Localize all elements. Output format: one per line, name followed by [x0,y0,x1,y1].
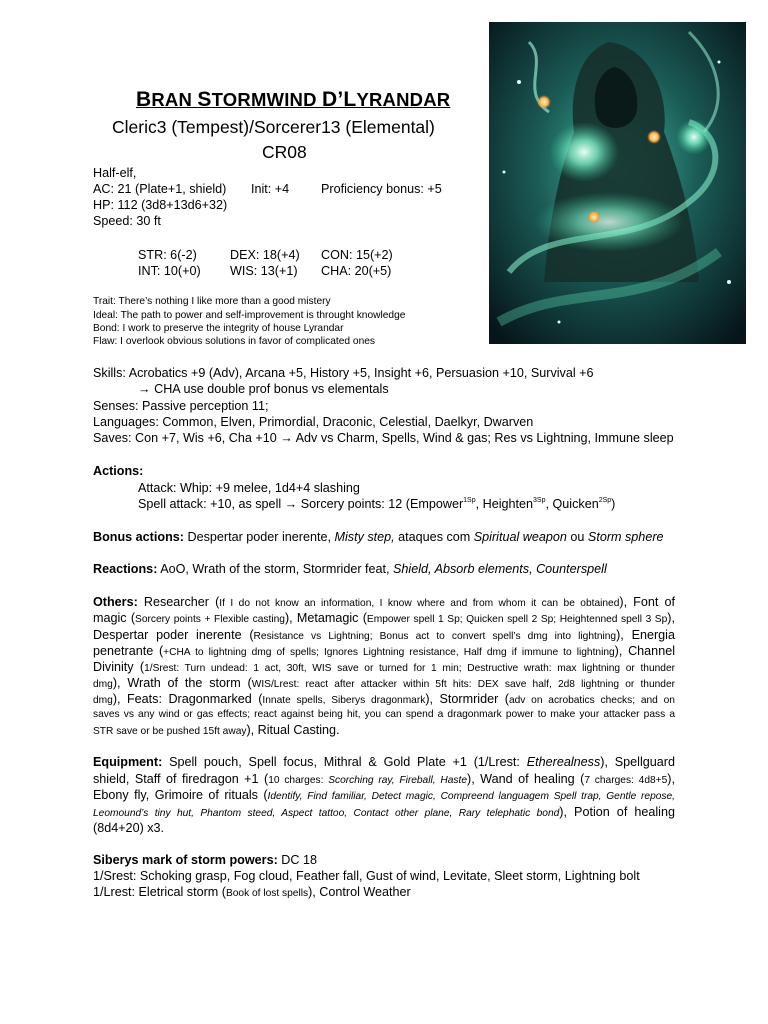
siberys-lrest: 1/Lrest: Eletrical storm (Book of lost spells), Control Weather [93,885,411,899]
siberys-srest: 1/Srest: Schoking grasp, Fog cloud, Feather fall, Gust of wind, Levitate, Sleet storm, Lightning bolt [93,869,640,883]
reactions: Reactions: AoO, Wrath of the storm, Stormrider feat, Shield, Absorb elements, Counterspell [93,562,607,576]
character-illustration [489,22,746,344]
stat-cha: CHA: 20(+5) [321,264,392,278]
stat-str: STR: 6(-2) [138,248,197,262]
equipment-line-3: Ebony fly, Grimoire of rituals (Identify, Find familiar, Detect magic, Compreend languagem Spell trap, Gentle repose, [93,788,675,802]
equipment-line-1: Equipment: Spell pouch, Spell focus, Mithral & Gold Plate +1 (1/Lrest: Etherealness), Spellguard [93,755,675,769]
attack-line: Attack: Whip: +9 melee, 1d4+4 slashing [138,481,360,495]
equipment-line-2: shield, Staff of firedragon +1 (10 charges: Scorching ray, Fireball, Haste), Wand of healing (7 charges: 4d8+5), [93,772,675,786]
others-line-2: magic (Sorcery points + Flexible casting), Metamagic (Empower spell 1 Sp; Quicken spell 2 Sp; Heightenned spell 3 Sp), [93,611,675,625]
equipment-line-5: (8d4+20) x3. [93,821,165,835]
senses: Senses: Passive perception 11; [93,399,269,413]
actions-heading: Actions: [93,464,144,478]
stat-int: INT: 10(+0) [138,264,201,278]
speed: Speed: 30 ft [93,214,161,228]
race: Half-elf, [93,166,137,180]
stat-wis: WIS: 13(+1) [230,264,298,278]
others-line-8: saves vs any wind or gas effects; react against being hit, you can spend a dragonmark power to make your attacker pass a [93,709,675,720]
bond: Bond: I work to preserve the integrity of house Lyrandar [93,323,344,334]
stat-dex: DEX: 18(+4) [230,248,300,262]
others-line-7: dmg), Feats: Dragonmarked (Innate spells, Siberys dragonmark), Stormrider (adv on acrobatics checks; and on [93,692,675,706]
others-line-4: penetrante (+CHA to lightning dmg of spells; Ignores Lightning resistance, Half dmg if immune to lightning), Channel [93,644,675,658]
class-line: Cleric3 (Tempest)/Sorcerer13 (Elemental) [112,117,435,137]
flaw: Flaw: I overlook obvious solutions in favor of complicated ones [93,336,375,347]
initiative: Init: +4 [251,182,290,196]
others-line-3: Despertar poder inerente (Resistance vs Lightning; Bonus act to convert spell’s dmg into lightning), Energia [93,628,675,642]
others-line-6: dmg), Wrath of the storm (WIS/Lrest: react after attacker within 5ft hits: DEX save half, 2d8 lightning or thunder [93,676,675,690]
challenge-rating: CR08 [262,142,307,162]
skills: Skills: Acrobatics +9 (Adv), Arcana +5, History +5, Insight +6, Persuasion +10, Survival +6 [93,366,594,380]
saves: Saves: Con +7, Wis +6, Cha +10 → Adv vs Charm, Spells, Wind & gas; Res vs Lightning, Immune sleep [93,431,674,445]
others-line-1: Others: Researcher (If I do not know an information, I know where and from whom it can be obtained), Font of [93,595,675,609]
siberys-heading: Siberys mark of storm powers: DC 18 [93,853,317,867]
armor-class: AC: 21 (Plate+1, shield) [93,182,227,196]
spell-attack-line: Spell attack: +10, as spell → Sorcery points: 12 (Empower$^{1Sp}$, Heighten$^{3Sp}$, Quicken$^{2Sp}$) [138,497,616,511]
equipment-line-4: Leomound’s tiny hut, Phantom steed, Aspect tattoo, Contact other plane, Rary telephatic bond), Potion of healing [93,805,675,819]
languages: Languages: Common, Elven, Primordial, Draconic, Celestial, Daelkyr, Dwarven [93,415,534,429]
others-line-9: STR save or be pushed 15ft away), Ritual Casting. [93,723,340,737]
others-line-5: Divinity (1/Srest: Turn undead: 1 act, 30ft, WIS save or turned for 1 min; Destructive wrath: max lightning or thunder [93,660,675,674]
proficiency-bonus: Proficiency bonus: +5 [321,182,442,196]
character-name: BRAN STORMWIND D’LYRANDAR [136,88,451,111]
trait: Trait: There’s nothing I like more than a good mistery [93,296,331,307]
ideal: Ideal: The path to power and self-improvement is throught knowledge [93,310,406,321]
hit-points: HP: 112 (3d8+13d6+32) [93,198,228,212]
stat-con: CON: 15(+2) [321,248,393,262]
skills-note: → CHA use double prof bonus vs elementals [138,382,389,396]
bonus-actions: Bonus actions: Despertar poder inerente, Misty step, ataques com Spiritual weapon ou Storm sphere [93,530,664,544]
